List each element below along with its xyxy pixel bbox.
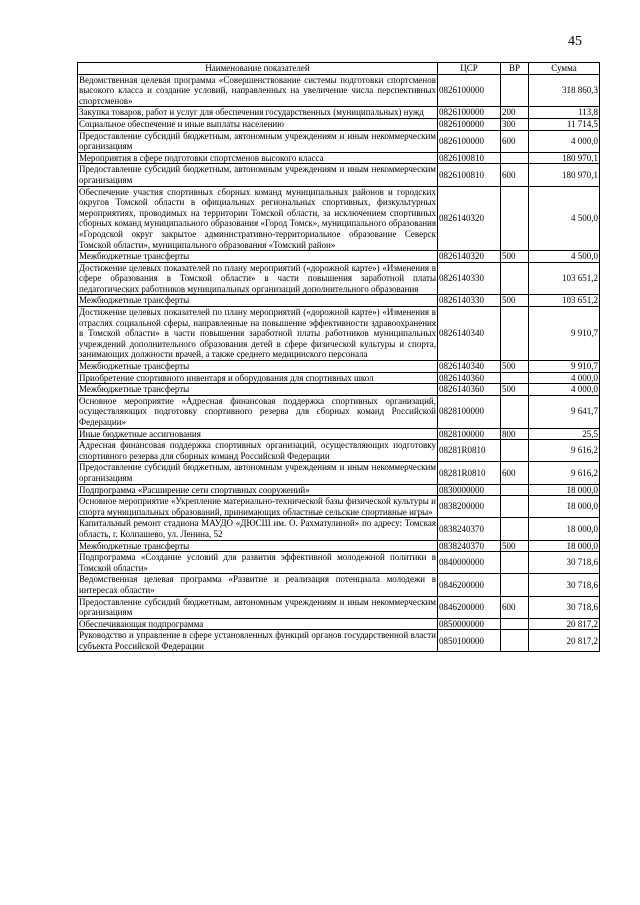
cell-vr: 500 [501, 384, 529, 396]
table-row [78, 496, 600, 518]
cell-csr: 0838240370 [438, 518, 501, 540]
cell-sum: 18 000,0 [529, 484, 600, 496]
table-row [78, 462, 600, 484]
cell-name: Капитальный ремонт стадиона МАУДО «ДЮСШ им. О. Рахматулиной» по адресу: Томская область, г. Колпашево, ул. Ленина, 52 [79, 518, 436, 539]
table-row [78, 618, 600, 630]
cell-sum: 9 910,7 [529, 307, 600, 361]
cell-name: Предоставление субсидий бюджетным, автономным учреждениям и иным некоммерческим организациям [79, 462, 436, 483]
cell-name: Предоставление субсидий бюджетным, автономным учреждениям и иным некоммерческим организациям [79, 164, 436, 185]
cell-name: Адресная финансовая поддержка спортивных организаций, осуществляющих подготовку спортивного резерва для сборных команд Российской Федерации [79, 440, 436, 461]
cell-vr [501, 395, 529, 428]
cell-csr: 0826100000 [438, 118, 501, 130]
cell-name: Основное мероприятие «Укрепление материально-технической базы физической культуры и спорта муниципальных образований, принимающих областные сельские спортивные игры» [79, 496, 436, 517]
cell-vr [501, 484, 529, 496]
table-row [78, 518, 600, 540]
cell-name: Руководство и управление в сфере установленных функций органов государственной власти субъекта Российской Федерации [79, 630, 436, 651]
cell-vr [501, 552, 529, 574]
cell-name: Приобретение спортивного инвентаря и оборудования для спортивных школ [78, 372, 438, 384]
cell-sum: 103 651,2 [529, 295, 600, 307]
cell-sum: 20 817,2 [529, 618, 600, 630]
cell-vr: 600 [501, 596, 529, 618]
table-row [78, 307, 600, 361]
cell-csr: 0826140340 [438, 361, 501, 373]
cell-vr: 600 [501, 462, 529, 484]
cell-csr: 0826100000 [438, 74, 501, 107]
cell-csr: 0826140320 [438, 186, 501, 251]
table-row [78, 540, 600, 552]
cell-sum: 113,8 [529, 107, 600, 119]
cell-csr: 0850000000 [438, 618, 501, 630]
table-row [78, 262, 600, 295]
cell-sum: 30 718,6 [529, 574, 600, 596]
cell-name: Межбюджетные трансферты [78, 384, 438, 396]
cell-vr [501, 618, 529, 630]
cell-name: Мероприятия в сфере подготовки спортсменов высокого класса [78, 152, 438, 164]
cell-sum: 180 970,1 [529, 152, 600, 164]
table-row [78, 596, 600, 618]
cell-vr: 500 [501, 540, 529, 552]
cell-name: Закупка товаров, работ и услуг для обеспечения государственных (муниципальных) нужд [78, 107, 438, 119]
cell-vr [501, 74, 529, 107]
table-row [78, 251, 600, 263]
cell-csr: 0826100810 [438, 152, 501, 164]
cell-vr: 600 [501, 130, 529, 152]
cell-sum: 25,5 [529, 428, 600, 440]
cell-csr: 08281R0810 [438, 462, 501, 484]
table-body [78, 74, 600, 652]
cell-sum: 103 651,2 [529, 262, 600, 295]
cell-vr [501, 496, 529, 518]
cell-name: Ведомственная целевая программа «Совершенствование системы подготовки спортсменов высокого класса и создание условий, направленных на увеличение числа перспективных спортсменов» [79, 74, 436, 106]
cell-sum: 4 500,0 [529, 251, 600, 263]
cell-name: Межбюджетные трансферты [78, 251, 438, 263]
cell-vr [501, 186, 529, 251]
cell-sum: 18 000,0 [529, 540, 600, 552]
cell-sum: 20 817,2 [529, 630, 600, 652]
cell-sum: 318 860,3 [529, 74, 600, 107]
cell-vr [501, 518, 529, 540]
cell-name: Межбюджетные трансферты [78, 361, 438, 373]
cell-name: Подпрограмма «Создание условий для развития эффективной молодежной политики в Томской области» [79, 552, 436, 573]
cell-name: Подпрограмма «Расширение сети спортивных сооружений» [78, 484, 438, 496]
table-header-row [78, 63, 600, 75]
cell-vr [501, 307, 529, 361]
cell-csr: 0846200000 [438, 596, 501, 618]
cell-sum: 4 000,0 [529, 372, 600, 384]
table-row [78, 130, 600, 152]
cell-name: Обеспечение участия спортивных сборных команд муниципальных районов и городских округов Томской области в официальных региональных спортивных, физкультурных мероприятиях, проводимых на территории Томской области, за исключением спортивных сборных команд муниципального образования «Город Томск», муниципального образования «Городской округ закрытое административно-территориальное образование Северск Томской области», муниципального образования «Томский район» [79, 186, 436, 250]
cell-sum: 30 718,6 [529, 552, 600, 574]
cell-vr: 500 [501, 295, 529, 307]
budget-table [77, 62, 600, 652]
table-row [78, 384, 600, 396]
header-csr: ЦСР [438, 63, 501, 75]
cell-csr: 0826100000 [438, 107, 501, 119]
table-row [78, 372, 600, 384]
table-row [78, 107, 600, 119]
cell-sum: 9 641,7 [529, 395, 600, 428]
cell-sum: 4 000,0 [529, 384, 600, 396]
cell-sum: 4 500,0 [529, 186, 600, 251]
cell-name: Основное мероприятие «Адресная финансовая поддержка спортивных организаций, осуществляющих подготовку спортивного резерва для сборных команд Российской Федерации» [79, 395, 436, 427]
table-row [78, 152, 600, 164]
table-row [78, 164, 600, 186]
cell-name: Обеспечивающая подпрограмма [78, 618, 438, 630]
cell-name: Достижение целевых показателей по плану мероприятий («дорожной карте») «Изменения в отраслях социальной сферы, направленные на повышение эффективности здравоохранения в Томской области» в части повышения заработной платы работников муниципальных учреждений дополнительного образования детей в сфере физической культуры и спорта, занимающих должности врачей, а также среднего медицинского персонала [79, 307, 436, 360]
cell-vr [501, 574, 529, 596]
cell-name: Предоставление субсидий бюджетным, автономным учреждениям и иным некоммерческим организациям [79, 130, 436, 152]
cell-csr: 0850100000 [438, 630, 501, 652]
table-row [78, 552, 600, 574]
cell-csr: 0838200000 [438, 496, 501, 518]
table-row [78, 395, 600, 428]
table-row [78, 630, 600, 652]
cell-sum: 180 970,1 [529, 164, 600, 186]
cell-name: Межбюджетные трансферты [78, 540, 438, 552]
table-row [78, 440, 600, 462]
cell-csr: 0826140340 [438, 307, 501, 361]
cell-sum: 4 000,0 [529, 130, 600, 152]
cell-csr: 0830000000 [438, 484, 501, 496]
cell-csr: 0826140320 [438, 251, 501, 263]
cell-vr [501, 152, 529, 164]
cell-csr: 0840000000 [438, 552, 501, 574]
table-row [78, 484, 600, 496]
cell-sum: 9 616,2 [529, 462, 600, 484]
table-row [78, 74, 600, 107]
cell-name: Межбюджетные трансферты [78, 295, 438, 307]
table-row [78, 361, 600, 373]
cell-sum: 9 910,7 [529, 361, 600, 373]
cell-csr: 0846200000 [438, 574, 501, 596]
cell-csr: 0826140360 [438, 372, 501, 384]
table-row [78, 118, 600, 130]
cell-vr [501, 630, 529, 652]
table-row [78, 186, 600, 251]
table-row [78, 295, 600, 307]
cell-csr: 0826140330 [438, 262, 501, 295]
cell-sum: 18 000,0 [529, 496, 600, 518]
cell-vr [501, 440, 529, 462]
cell-sum: 9 616,2 [529, 440, 600, 462]
cell-csr: 0826100000 [438, 130, 501, 152]
header-name: Наименование показателей [78, 63, 438, 75]
cell-name: Ведомственная целевая программа «Развитие и реализация потенциала молодежи в интересах области» [79, 574, 436, 595]
cell-name: Достижение целевых показателей по плану мероприятий («дорожной карте») «Изменения в сфере образования в Томской области» в части повышения заработной платы педагогических работников муниципальных организаций дополнительного образования [79, 262, 436, 294]
header-vr: ВР [501, 63, 529, 75]
cell-sum: 30 718,6 [529, 596, 600, 618]
cell-csr: 0826140360 [438, 384, 501, 396]
cell-csr: 0828100000 [438, 395, 501, 428]
cell-csr: 0826140330 [438, 295, 501, 307]
cell-sum: 18 000,0 [529, 518, 600, 540]
table-row [78, 574, 600, 596]
cell-name: Предоставление субсидий бюджетным, автономным учреждениям и иным некоммерческим организациям [79, 596, 436, 618]
cell-name: Социальное обеспечение и иные выплаты населению [78, 118, 438, 130]
cell-vr: 800 [501, 428, 529, 440]
cell-vr: 300 [501, 118, 529, 130]
table-row [78, 428, 600, 440]
cell-csr: 08281R0810 [438, 440, 501, 462]
cell-csr: 0826100810 [438, 164, 501, 186]
page-number: 45 [568, 34, 582, 49]
cell-vr: 200 [501, 107, 529, 119]
cell-vr: 500 [501, 361, 529, 373]
cell-vr: 500 [501, 251, 529, 263]
cell-vr [501, 372, 529, 384]
cell-csr: 0828100000 [438, 428, 501, 440]
cell-sum: 11 714,5 [529, 118, 600, 130]
cell-csr: 0838240370 [438, 540, 501, 552]
cell-name: Иные бюджетные ассигнования [78, 428, 438, 440]
cell-vr [501, 262, 529, 295]
header-sum: Сумма [529, 63, 600, 75]
cell-vr: 600 [501, 164, 529, 186]
